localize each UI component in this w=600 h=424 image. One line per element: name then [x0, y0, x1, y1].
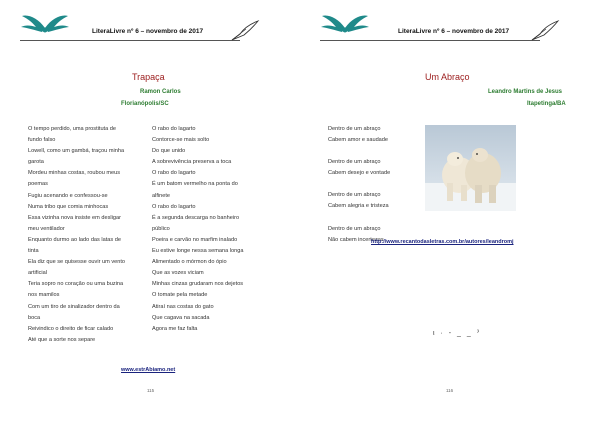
page-header: [20, 10, 285, 44]
poem-author: Leandro Martins de Jesus: [488, 89, 563, 95]
poem-column-1: [28, 124, 125, 346]
poem-line: [328, 146, 390, 157]
poem-line: meu ventilador: [28, 225, 65, 232]
winged-logo-icon: [20, 10, 70, 40]
poem-line: Eu estive longe nessa semana longa: [152, 248, 244, 255]
poem-line: Dentro de um abraço: [328, 126, 381, 132]
poem-line: O tempo perdido, uma prostituta de: [28, 126, 116, 132]
poem-column-2: [152, 124, 243, 335]
poem-line: público: [152, 225, 170, 232]
poem-line: Cabem desejo e vontade: [328, 170, 391, 177]
page-number: 115: [147, 388, 155, 393]
poem-line: Cabem alegria e tristeza: [328, 203, 389, 210]
quill-pen-icon: [530, 20, 560, 42]
poem-line: Dentro de um abraço: [328, 159, 381, 166]
header-divider: [320, 40, 540, 41]
poem-line: Atiraí nas costas do gato: [152, 303, 214, 310]
poem-line: fundo falso: [28, 137, 56, 144]
poem-line: Reivindico o direito de ficar calado: [28, 325, 114, 332]
poem-line: alfinete: [152, 192, 171, 199]
poem-line: Contorce-se mais solto: [152, 137, 210, 144]
poem-line: Do que unido: [152, 148, 186, 155]
poem-line: Lowell, como um gambá, traçou minha: [28, 148, 125, 155]
poem-line: artificial: [28, 270, 47, 277]
poem-line: O rabo do lagarto: [152, 170, 196, 177]
poem-line: boca: [28, 314, 41, 321]
polar-bears-hugging-photo: [425, 125, 516, 211]
poem-line: nos mamilos: [28, 292, 60, 299]
footer-link[interactable]: http://www.recantodasletras.com.br/autores/leandromj: [371, 239, 514, 245]
poem-line: O rabo do lagarto: [152, 126, 196, 132]
poem-line: Minhas cinzas grudaram nos dejetos: [152, 281, 244, 288]
handwritten-signature: ι · - _ _ ˀ: [433, 330, 482, 337]
poem-line: O tomate pela metade: [152, 292, 208, 299]
footer-link[interactable]: www.estrAbiamo.net: [121, 367, 176, 373]
quill-pen-icon: [230, 20, 260, 42]
poem-line: Cabem amor e saudade: [328, 137, 389, 144]
poem-line: Até que a sorte nos separe: [28, 336, 96, 343]
poem-line: Agora me faz falta: [152, 325, 198, 332]
poem-line: Alimentado o mórmon do ópio: [152, 259, 227, 266]
poem-lines: [328, 124, 390, 246]
poem-line: Numa tribo que comia minhocas: [28, 203, 109, 210]
header-title: LiteraLivre nº 6 – novembro de 2017: [92, 28, 204, 35]
poem-line: [328, 179, 390, 190]
page-header: [320, 10, 585, 44]
poem-location: Florianópolis/SC: [121, 101, 169, 107]
poem-author: Ramon Carlos: [140, 89, 181, 95]
poem-line: garota: [28, 159, 44, 166]
poem-line: Fugiu acenando e confessou-se: [28, 192, 108, 199]
poem-line: tinta: [28, 248, 39, 255]
poem-title: Trapaça: [132, 72, 165, 82]
poem-line: O rabo do lagarto: [152, 203, 196, 210]
poem-line: Não cabem incertezas: [328, 236, 384, 243]
poem-line: Essa vizinha nova insiste em desligar: [28, 214, 121, 221]
poem-line: Que as vozes viciam: [152, 270, 204, 277]
page-number: 116: [446, 388, 454, 393]
poem-line: A sobrevivência preserva a toca: [152, 159, 232, 166]
header-title: LiteraLivre nº 6 – novembro de 2017: [398, 28, 510, 35]
header-divider: [20, 40, 240, 41]
poem-line: [328, 213, 390, 224]
winged-logo-icon: [320, 10, 370, 40]
poem-line: Dentro de um abraço: [328, 192, 381, 199]
poem-line: Mordeu minhas costas, roubou meus: [28, 170, 121, 177]
poem-line: É a segunda descarga no banheiro: [152, 214, 240, 221]
poem-title: Um Abraço: [425, 72, 470, 82]
poem-line: Poeira e carvão no marfim inalado: [152, 236, 238, 243]
poem-line: Enquanto durmo ao lado das latas de: [28, 236, 121, 243]
poem-line: Teria sopro no coração ou uma buzina: [28, 281, 124, 288]
poem-line: Com um tiro de sinalizador dentro da: [28, 303, 120, 310]
poem-line: poemas: [28, 181, 48, 188]
poem-location: Itapetinga/BA: [527, 101, 566, 107]
poem-line: É um batom vermelho na ponta do: [152, 181, 238, 188]
poem-line: Ela diz que se quisesse ouvir um vento: [28, 259, 126, 266]
poem-line: Dentro de um abraço: [328, 225, 381, 232]
poem-line: Que cagava na sacada: [152, 314, 210, 321]
